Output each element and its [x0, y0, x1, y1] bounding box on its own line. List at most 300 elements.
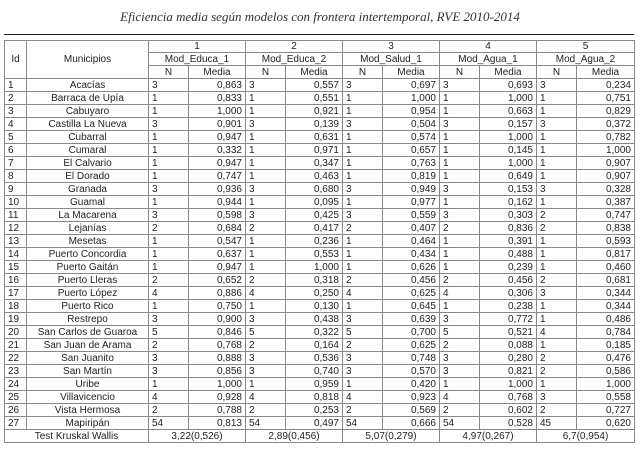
- cell-media: 0,625: [383, 339, 440, 352]
- table-row: [5, 131, 635, 144]
- cell-media: 0,959: [286, 378, 343, 391]
- cell-media: 0,145: [480, 144, 537, 157]
- cell-media: 0,239: [480, 261, 537, 274]
- cell-media: 0,819: [383, 170, 440, 183]
- cell-n: 45: [537, 417, 577, 430]
- cell-n: 1: [149, 248, 189, 261]
- header-media: Media: [577, 66, 635, 79]
- cell-n: 1: [343, 170, 383, 183]
- cell-media: 1,000: [480, 157, 537, 170]
- cell-media: 0,907: [577, 157, 635, 170]
- cell-n: 1: [149, 157, 189, 170]
- cell-media: 0,391: [480, 235, 537, 248]
- cell-n: 1: [149, 131, 189, 144]
- cell-n: 1: [246, 92, 286, 105]
- cell-media: 0,347: [286, 157, 343, 170]
- table-row: [5, 222, 635, 235]
- cell-media: 0,164: [286, 339, 343, 352]
- cell-media: 0,387: [577, 196, 635, 209]
- cell-n: 1: [343, 300, 383, 313]
- cell-media: 0,238: [480, 300, 537, 313]
- municipio-name: Cabuyaro: [27, 105, 149, 118]
- cell-media: 0,649: [480, 170, 537, 183]
- cell-media: 0,838: [577, 222, 635, 235]
- cell-n: 3: [246, 365, 286, 378]
- cell-n: 2: [440, 404, 480, 417]
- cell-media: 0,947: [189, 131, 246, 144]
- table-row: [5, 404, 635, 417]
- cell-n: 1: [149, 92, 189, 105]
- cell-media: 0,833: [189, 92, 246, 105]
- kruskal-value: 2,89(0,456): [246, 430, 343, 443]
- kruskal-value: 6,7(0,954): [537, 430, 635, 443]
- row-id: 1: [5, 79, 27, 92]
- cell-n: 3: [343, 79, 383, 92]
- cell-n: 1: [343, 157, 383, 170]
- table-row: [5, 118, 635, 131]
- table-body: [5, 79, 635, 430]
- cell-n: 1: [537, 92, 577, 105]
- cell-media: 0,936: [189, 183, 246, 196]
- cell-media: 0,417: [286, 222, 343, 235]
- cell-media: 0,818: [286, 391, 343, 404]
- row-id: 6: [5, 144, 27, 157]
- cell-media: 1,000: [480, 378, 537, 391]
- cell-media: 0,464: [383, 235, 440, 248]
- kruskal-value: 4,97(0,267): [440, 430, 537, 443]
- cell-media: 0,681: [577, 274, 635, 287]
- table-row: [5, 105, 635, 118]
- cell-media: 0,901: [189, 118, 246, 131]
- cell-media: 0,553: [286, 248, 343, 261]
- cell-n: 1: [537, 157, 577, 170]
- municipio-name: Puerto Gaitán: [27, 261, 149, 274]
- row-id: 4: [5, 118, 27, 131]
- cell-media: 0,344: [577, 287, 635, 300]
- municipio-name: San Juan de Arama: [27, 339, 149, 352]
- cell-media: 0,328: [577, 183, 635, 196]
- cell-n: 1: [246, 196, 286, 209]
- cell-media: 1,000: [480, 131, 537, 144]
- row-id: 10: [5, 196, 27, 209]
- table-row: [5, 378, 635, 391]
- cell-n: 1: [343, 144, 383, 157]
- table-row: [5, 248, 635, 261]
- table-row: [5, 365, 635, 378]
- cell-n: 1: [343, 196, 383, 209]
- row-id: 15: [5, 261, 27, 274]
- cell-media: 0,888: [189, 352, 246, 365]
- header-n: N: [440, 66, 480, 79]
- cell-n: 2: [440, 339, 480, 352]
- cell-media: 1,000: [286, 261, 343, 274]
- cell-n: 1: [343, 248, 383, 261]
- cell-n: 1: [246, 235, 286, 248]
- cell-n: 1: [440, 378, 480, 391]
- cell-n: 2: [537, 209, 577, 222]
- cell-media: 0,626: [383, 261, 440, 274]
- header-group-number: 2: [246, 41, 343, 53]
- cell-media: 0,095: [286, 196, 343, 209]
- cell-n: 1: [537, 105, 577, 118]
- cell-media: 0,772: [480, 313, 537, 326]
- cell-n: 1: [246, 378, 286, 391]
- cell-media: 0,547: [189, 235, 246, 248]
- cell-media: 0,923: [383, 391, 440, 404]
- cell-media: 0,130: [286, 300, 343, 313]
- cell-n: 1: [246, 248, 286, 261]
- cell-n: 3: [343, 183, 383, 196]
- municipio-name: Castilla La Nueva: [27, 118, 149, 131]
- municipio-name: Puerto Rico: [27, 300, 149, 313]
- cell-media: 0,863: [189, 79, 246, 92]
- cell-n: 3: [246, 352, 286, 365]
- cell-media: 0,748: [383, 352, 440, 365]
- cell-n: 1: [149, 235, 189, 248]
- cell-media: 0,234: [577, 79, 635, 92]
- cell-media: 0,747: [577, 209, 635, 222]
- cell-n: 3: [246, 79, 286, 92]
- cell-media: 0,253: [286, 404, 343, 417]
- cell-n: 1: [537, 313, 577, 326]
- cell-media: 0,153: [480, 183, 537, 196]
- cell-n: 2: [537, 404, 577, 417]
- cell-media: 0,456: [480, 274, 537, 287]
- municipio-name: El Dorado: [27, 170, 149, 183]
- cell-media: 0,425: [286, 209, 343, 222]
- header-n: N: [537, 66, 577, 79]
- cell-n: 3: [246, 118, 286, 131]
- cell-media: 0,569: [383, 404, 440, 417]
- cell-media: 0,921: [286, 105, 343, 118]
- cell-media: 0,558: [577, 391, 635, 404]
- cell-media: 0,456: [383, 274, 440, 287]
- row-id: 13: [5, 235, 27, 248]
- header-media: Media: [383, 66, 440, 79]
- cell-n: 3: [440, 352, 480, 365]
- cell-n: 1: [440, 131, 480, 144]
- cell-n: 1: [246, 300, 286, 313]
- municipio-name: Guamal: [27, 196, 149, 209]
- cell-media: 1,000: [189, 105, 246, 118]
- row-id: 25: [5, 391, 27, 404]
- cell-n: 4: [149, 391, 189, 404]
- cell-n: 1: [246, 144, 286, 157]
- cell-media: 0,536: [286, 352, 343, 365]
- header-municipios: Municipios: [27, 41, 149, 79]
- cell-n: 3: [440, 79, 480, 92]
- header-n: N: [343, 66, 383, 79]
- cell-n: 1: [537, 261, 577, 274]
- cell-media: 0,747: [189, 170, 246, 183]
- cell-media: 0,557: [286, 79, 343, 92]
- cell-n: 3: [537, 287, 577, 300]
- row-id: 24: [5, 378, 27, 391]
- cell-media: 0,574: [383, 131, 440, 144]
- cell-media: 0,497: [286, 417, 343, 430]
- cell-n: 2: [149, 222, 189, 235]
- cell-media: 0,434: [383, 248, 440, 261]
- municipio-name: Cubarral: [27, 131, 149, 144]
- cell-n: 1: [440, 144, 480, 157]
- municipio-name: Barraca de Upía: [27, 92, 149, 105]
- cell-n: 2: [440, 274, 480, 287]
- table-row: [5, 261, 635, 274]
- cell-media: 0,782: [577, 131, 635, 144]
- municipio-name: Mesetas: [27, 235, 149, 248]
- cell-n: 1: [537, 144, 577, 157]
- cell-media: 0,407: [383, 222, 440, 235]
- row-id: 26: [5, 404, 27, 417]
- table-row: [5, 352, 635, 365]
- row-id: 9: [5, 183, 27, 196]
- table-row: [5, 326, 635, 339]
- municipio-name: Uribe: [27, 378, 149, 391]
- cell-media: 0,751: [577, 92, 635, 105]
- cell-n: 2: [343, 339, 383, 352]
- efficiency-table: [4, 40, 635, 443]
- kruskal-value: 5,07(0,279): [343, 430, 440, 443]
- cell-media: 0,971: [286, 144, 343, 157]
- cell-n: 3: [343, 313, 383, 326]
- cell-n: 1: [537, 300, 577, 313]
- cell-n: 1: [440, 157, 480, 170]
- kruskal-label: Test Kruskal Wallis: [5, 430, 149, 443]
- cell-media: 0,657: [383, 144, 440, 157]
- cell-n: 2: [246, 274, 286, 287]
- header-group-number: 3: [343, 41, 440, 53]
- cell-media: 0,625: [383, 287, 440, 300]
- row-id: 18: [5, 300, 27, 313]
- cell-n: 1: [440, 105, 480, 118]
- cell-n: 1: [246, 170, 286, 183]
- cell-media: 0,088: [480, 339, 537, 352]
- table-row: [5, 196, 635, 209]
- cell-media: 0,157: [480, 118, 537, 131]
- municipio-name: San Juanito: [27, 352, 149, 365]
- row-id: 23: [5, 365, 27, 378]
- cell-media: 0,460: [577, 261, 635, 274]
- cell-n: 54: [149, 417, 189, 430]
- table-row: [5, 287, 635, 300]
- cell-media: 0,645: [383, 300, 440, 313]
- cell-media: 0,784: [577, 326, 635, 339]
- cell-media: 0,420: [383, 378, 440, 391]
- cell-n: 5: [440, 326, 480, 339]
- cell-media: 0,162: [480, 196, 537, 209]
- cell-media: 0,750: [189, 300, 246, 313]
- cell-n: 2: [149, 274, 189, 287]
- cell-n: 54: [246, 417, 286, 430]
- cell-media: 0,947: [189, 157, 246, 170]
- header-id: Id: [5, 41, 27, 79]
- cell-n: 1: [440, 235, 480, 248]
- cell-n: 1: [537, 131, 577, 144]
- cell-media: 1,000: [189, 378, 246, 391]
- cell-n: 4: [537, 326, 577, 339]
- cell-media: 0,250: [286, 287, 343, 300]
- municipio-name: Puerto Concordia: [27, 248, 149, 261]
- cell-media: 0,185: [577, 339, 635, 352]
- cell-media: 0,593: [577, 235, 635, 248]
- row-id: 27: [5, 417, 27, 430]
- table-row: [5, 300, 635, 313]
- cell-media: 0,700: [383, 326, 440, 339]
- cell-n: 1: [246, 105, 286, 118]
- cell-n: 1: [537, 339, 577, 352]
- cell-n: 1: [149, 170, 189, 183]
- cell-media: 0,318: [286, 274, 343, 287]
- cell-media: 0,236: [286, 235, 343, 248]
- cell-n: 2: [537, 222, 577, 235]
- cell-n: 3: [537, 118, 577, 131]
- table-row: [5, 391, 635, 404]
- cell-media: 0,829: [577, 105, 635, 118]
- cell-media: 0,817: [577, 248, 635, 261]
- cell-n: 1: [149, 378, 189, 391]
- row-id: 21: [5, 339, 27, 352]
- header-group-number: 5: [537, 41, 635, 53]
- cell-media: 0,697: [383, 79, 440, 92]
- header-media: Media: [480, 66, 537, 79]
- cell-media: 1,000: [480, 92, 537, 105]
- cell-n: 2: [537, 365, 577, 378]
- header-model-name: Mod_Agua_2: [537, 53, 635, 66]
- cell-media: 0,139: [286, 118, 343, 131]
- cell-n: 3: [149, 183, 189, 196]
- cell-media: 0,740: [286, 365, 343, 378]
- cell-n: 1: [537, 248, 577, 261]
- row-id: 20: [5, 326, 27, 339]
- table-row: [5, 144, 635, 157]
- cell-n: 1: [440, 92, 480, 105]
- cell-n: 1: [149, 300, 189, 313]
- table-row: [5, 339, 635, 352]
- cell-n: 2: [537, 274, 577, 287]
- cell-n: 3: [246, 183, 286, 196]
- table-row: [5, 417, 635, 430]
- cell-media: 0,438: [286, 313, 343, 326]
- cell-n: 54: [343, 417, 383, 430]
- municipio-name: Lejanías: [27, 222, 149, 235]
- cell-n: 3: [440, 365, 480, 378]
- row-id: 11: [5, 209, 27, 222]
- cell-n: 3: [246, 313, 286, 326]
- cell-n: 3: [537, 391, 577, 404]
- cell-media: 0,663: [480, 105, 537, 118]
- cell-n: 3: [149, 118, 189, 131]
- cell-n: 1: [246, 131, 286, 144]
- cell-media: 0,947: [189, 261, 246, 274]
- cell-media: 0,856: [189, 365, 246, 378]
- table-row: [5, 183, 635, 196]
- table-row: [5, 313, 635, 326]
- cell-media: 0,586: [577, 365, 635, 378]
- row-id: 8: [5, 170, 27, 183]
- cell-media: 0,476: [577, 352, 635, 365]
- cell-n: 4: [149, 287, 189, 300]
- cell-n: 4: [343, 391, 383, 404]
- municipio-name: San Martín: [27, 365, 149, 378]
- cell-media: 0,652: [189, 274, 246, 287]
- cell-media: 0,620: [577, 417, 635, 430]
- cell-media: 0,637: [189, 248, 246, 261]
- cell-media: 0,488: [480, 248, 537, 261]
- kruskal-row: [5, 430, 635, 443]
- cell-n: 5: [343, 326, 383, 339]
- header-group-number: 4: [440, 41, 537, 53]
- header-model-name: Mod_Salud_1: [343, 53, 440, 66]
- cell-media: 0,631: [286, 131, 343, 144]
- cell-n: 1: [440, 170, 480, 183]
- cell-media: 0,727: [577, 404, 635, 417]
- header-group-number: 1: [149, 41, 246, 53]
- cell-n: 3: [343, 118, 383, 131]
- cell-media: 0,521: [480, 326, 537, 339]
- header-media: Media: [189, 66, 246, 79]
- cell-n: 3: [149, 352, 189, 365]
- cell-n: 3: [440, 183, 480, 196]
- cell-media: 1,000: [577, 144, 635, 157]
- title-rule: [4, 34, 634, 35]
- cell-media: 1,000: [383, 92, 440, 105]
- cell-n: 1: [343, 378, 383, 391]
- municipio-name: San Carlos de Guaroa: [27, 326, 149, 339]
- cell-media: 0,693: [480, 79, 537, 92]
- cell-media: 0,528: [480, 417, 537, 430]
- cell-n: 1: [246, 157, 286, 170]
- cell-n: 1: [440, 300, 480, 313]
- row-id: 3: [5, 105, 27, 118]
- row-id: 12: [5, 222, 27, 235]
- cell-media: 0,813: [189, 417, 246, 430]
- row-id: 19: [5, 313, 27, 326]
- cell-n: 4: [246, 391, 286, 404]
- cell-n: 4: [343, 287, 383, 300]
- cell-media: 0,836: [480, 222, 537, 235]
- cell-media: 0,928: [189, 391, 246, 404]
- table-row: [5, 274, 635, 287]
- cell-n: 1: [149, 261, 189, 274]
- cell-n: 3: [246, 209, 286, 222]
- cell-media: 0,504: [383, 118, 440, 131]
- cell-media: 0,954: [383, 105, 440, 118]
- cell-media: 0,344: [577, 300, 635, 313]
- cell-n: 3: [440, 118, 480, 131]
- cell-media: 0,949: [383, 183, 440, 196]
- cell-n: 1: [149, 196, 189, 209]
- row-id: 7: [5, 157, 27, 170]
- header-n: N: [149, 66, 189, 79]
- cell-media: 0,332: [189, 144, 246, 157]
- municipio-name: Villavicencio: [27, 391, 149, 404]
- cell-media: 0,846: [189, 326, 246, 339]
- cell-n: 2: [343, 222, 383, 235]
- cell-media: 0,907: [577, 170, 635, 183]
- cell-media: 0,666: [383, 417, 440, 430]
- cell-media: 0,768: [480, 391, 537, 404]
- cell-n: 2: [343, 404, 383, 417]
- municipio-name: Puerto López: [27, 287, 149, 300]
- cell-n: 4: [440, 287, 480, 300]
- row-id: 5: [5, 131, 27, 144]
- municipio-name: Cumaral: [27, 144, 149, 157]
- cell-n: 3: [343, 209, 383, 222]
- cell-media: 0,684: [189, 222, 246, 235]
- cell-n: 1: [440, 248, 480, 261]
- cell-n: 1: [537, 196, 577, 209]
- cell-n: 1: [343, 92, 383, 105]
